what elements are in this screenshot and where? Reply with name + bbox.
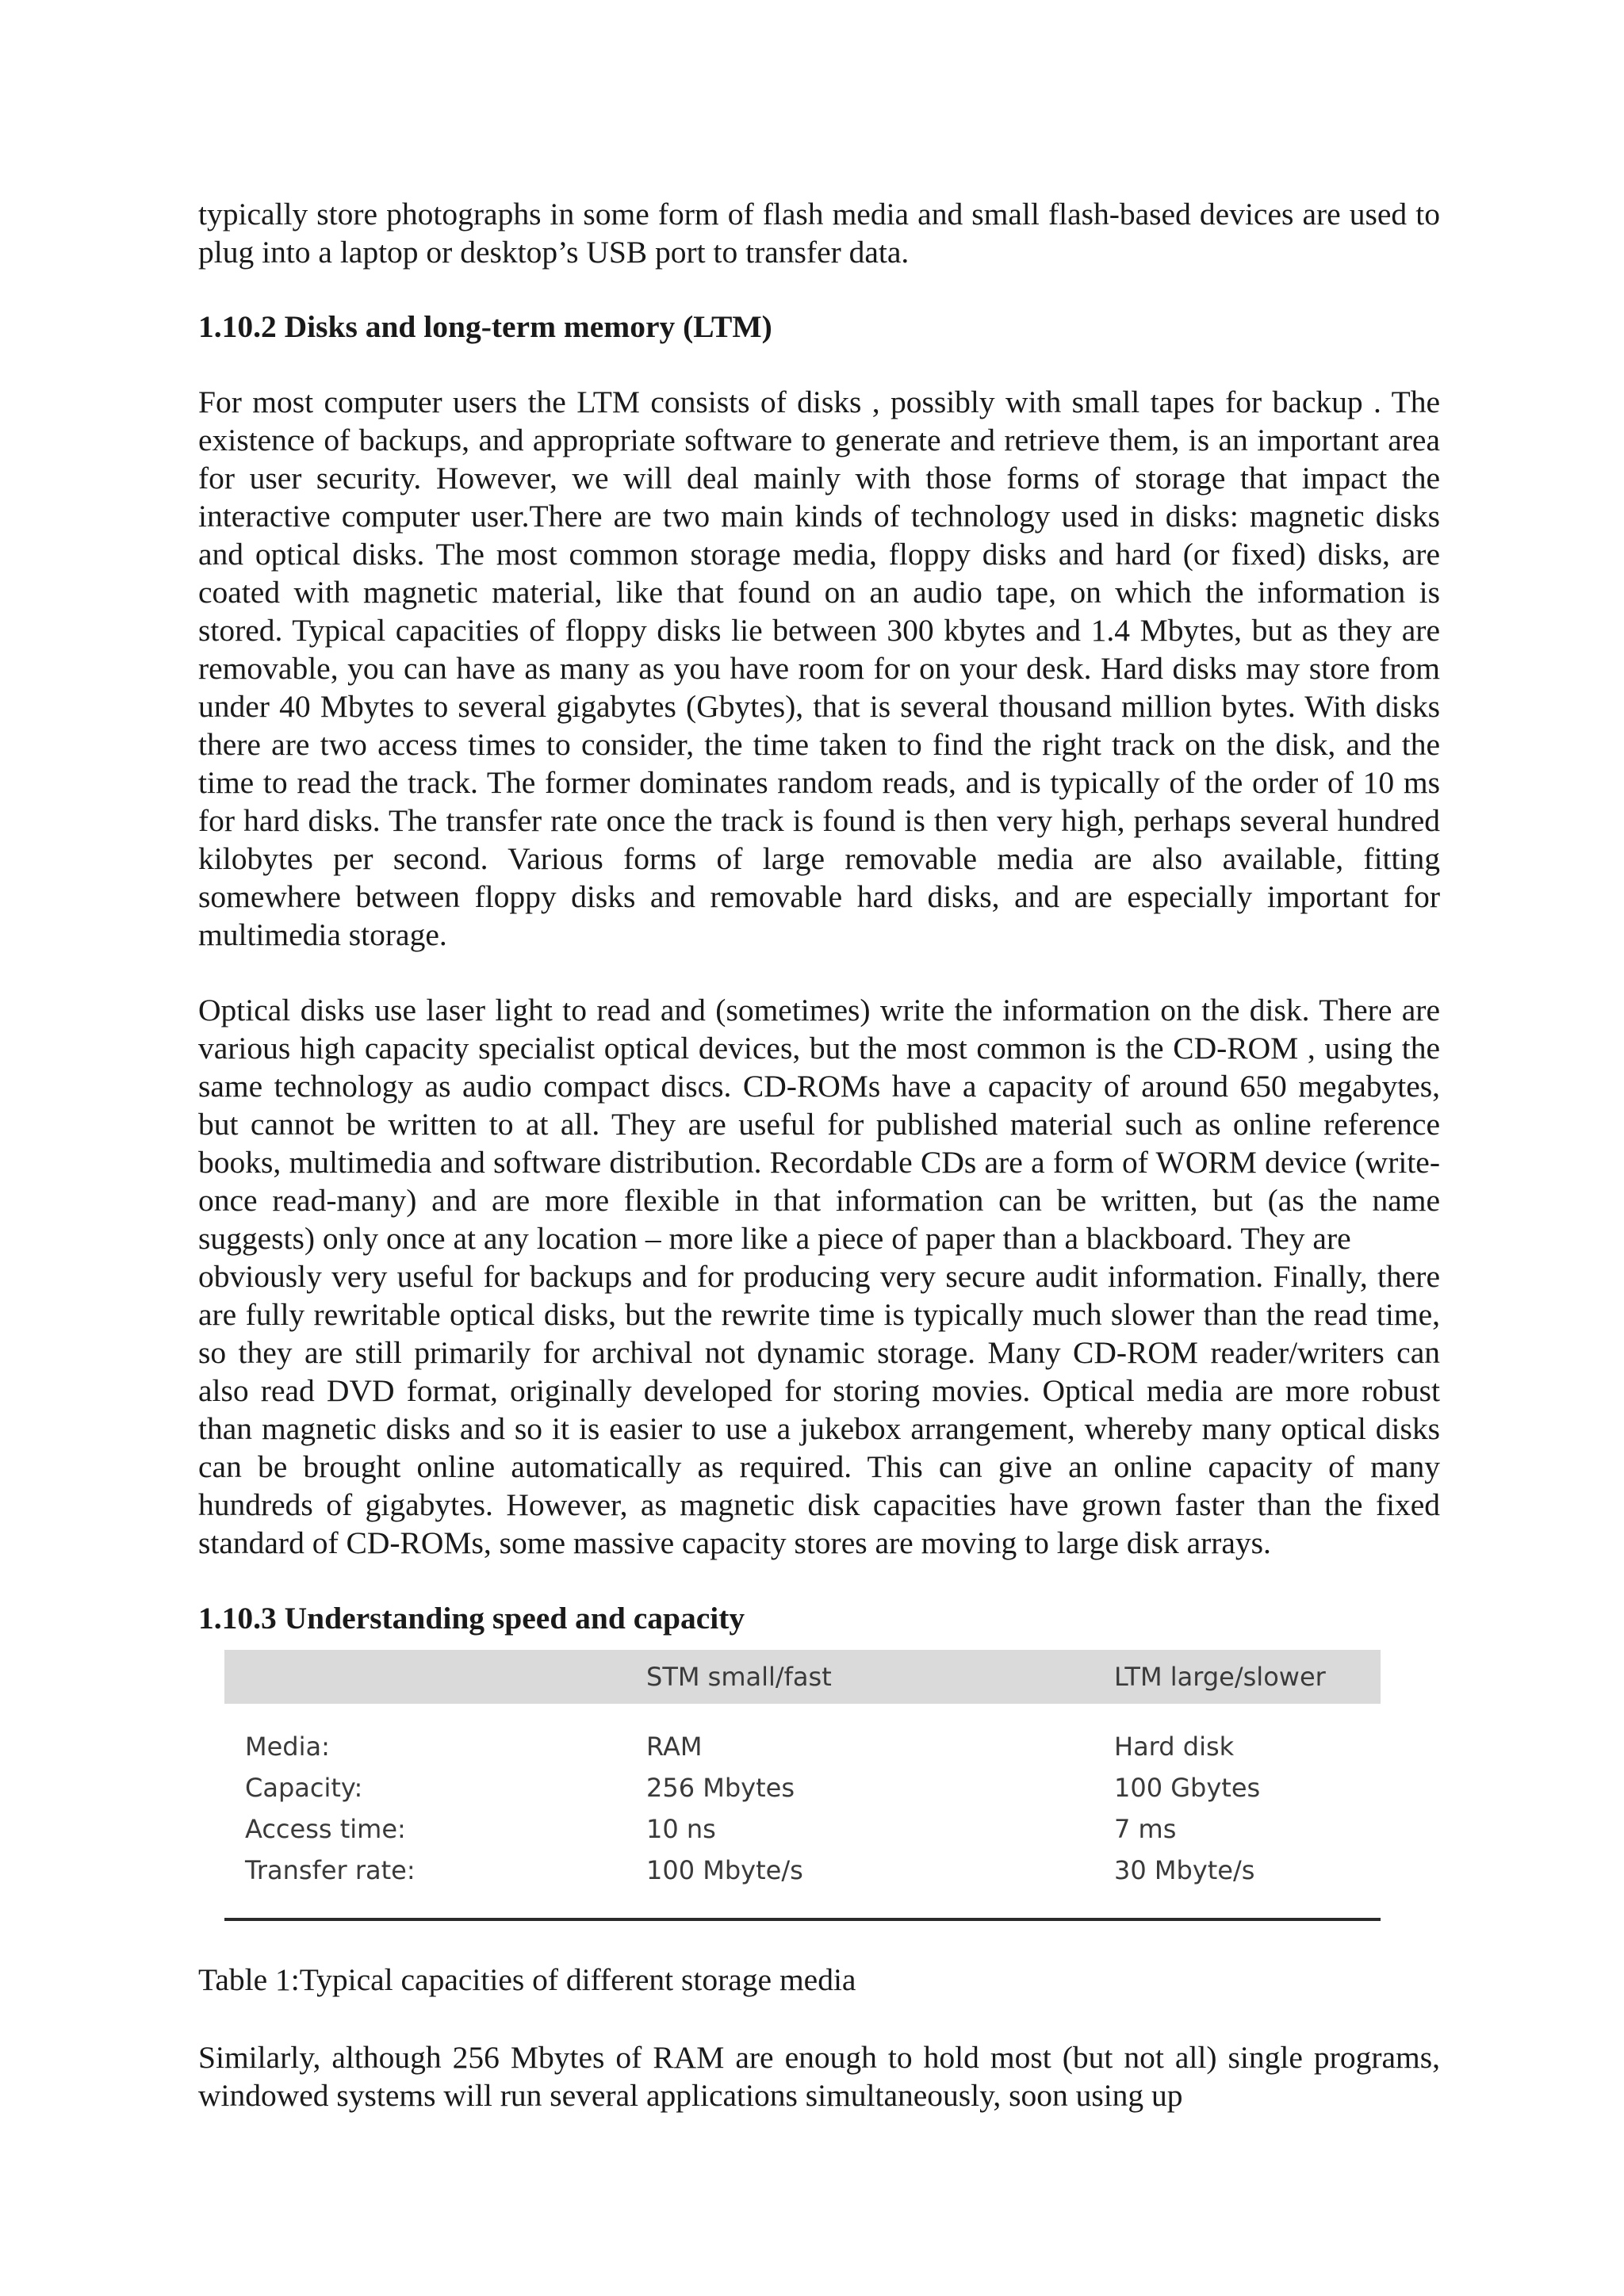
table-cell: 30 Mbyte/s bbox=[1114, 1855, 1255, 1885]
table-header-row bbox=[224, 1650, 1381, 1704]
section-heading-1-10-2: 1.10.2 Disks and long-term memory (LTM) bbox=[198, 309, 772, 344]
table-cell: Media: bbox=[245, 1732, 330, 1762]
storage-capacity-table bbox=[224, 1650, 1381, 1921]
table-cell: Capacity: bbox=[245, 1773, 363, 1803]
table-cell: 10 ns bbox=[646, 1814, 716, 1844]
table-cell: Access time: bbox=[245, 1814, 406, 1844]
table-cell: RAM bbox=[646, 1732, 703, 1762]
table-cell: 100 Gbytes bbox=[1114, 1773, 1261, 1803]
paragraph-intro: typically store photographs in some form of flash media and small flash-based devices are used to plug into a laptop or desktop’s USB port to transfer data. bbox=[198, 197, 1440, 270]
table-caption: Table 1:Typical capacities of different storage media bbox=[198, 1962, 856, 1997]
section-heading-1-10-3: 1.10.3 Understanding speed and capacity bbox=[198, 1601, 745, 1636]
table-cell: 7 ms bbox=[1114, 1814, 1177, 1844]
table-header-cell: LTM large/slower bbox=[1114, 1662, 1326, 1692]
paragraph-ram-windowed-systems: Similarly, although 256 Mbytes of RAM are enough to hold most (but not all) single programs, windowed systems will run several applications simultaneously, soon using up bbox=[198, 2040, 1440, 2113]
paragraph-optical-disks-continued: obviously very useful for backups and for producing very secure audit information. Finally, there are fully rewritable optical disks, but the rewrite time is typically much slower than the read time, so they are still primarily for archival not dynamic storage. Many CD-ROM reader/writers can also read DVD format, originally developed for storing movies. Optical media are more robust than magnetic disks and so it is easier to use a jukebox arrangement, whereby many optical disks can be brought online automatically as required. This can give an online capacity of many hundreds of gigabytes. However, as magnetic disk capacities have grown faster than the fixed standard of CD-ROMs, some massive capacity stores are moving to large disk arrays. bbox=[198, 1259, 1440, 1560]
table-bottom-rule bbox=[224, 1918, 1381, 1921]
table-row bbox=[224, 1808, 1381, 1850]
paragraph-optical-disks: Optical disks use laser light to read and (sometimes) write the information on the disk. There are various high capacity specialist optical devices, but the most common is the CD-ROM , using the same technology as audio compact discs. CD-ROMs have a capacity of around 650 megabytes, but cannot be written to at all. They are useful for published material such as online reference books, multimedia and software distribution. Recordable CDs are a form of WORM device (write-once read-many) and are more flexible in that information can be written, but (as the name suggests) only once at any location – more like a piece of paper than a blackboard. They are bbox=[198, 993, 1440, 1256]
table-cell: Hard disk bbox=[1114, 1732, 1235, 1762]
table-cell: Transfer rate: bbox=[245, 1855, 416, 1885]
table-cell: 256 Mbytes bbox=[646, 1773, 795, 1803]
table-row bbox=[224, 1767, 1381, 1808]
table-cell: 100 Mbyte/s bbox=[646, 1855, 803, 1885]
table-row bbox=[224, 1850, 1381, 1891]
paragraph-ltm-disks: For most computer users the LTM consists of disks , possibly with small tapes for backup . The existence of backups, and appropriate software to generate and retrieve them, is an important area for user security. However, we will deal mainly with those forms of storage that impact the interactive computer user.There are two main kinds of technology used in disks: magnetic disks and optical disks. The most common storage media, floppy disks and hard (or fixed) disks, are coated with magnetic material, like that found on an audio tape, on which the information is stored. Typical capacities of floppy disks lie between 300 kbytes and 1.4 Mbytes, but as they are removable, you can have as many as you have room for on your desk. Hard disks may store from under 40 Mbytes to several gigabytes (Gbytes), that is several thousand million bytes. With disks there are two access times to consider, the time taken to find the right track on the disk, and the time to read the track. The former dominates random reads, and is typically of the order of 10 ms for hard disks. The transfer rate once the track is found is then very high, perhaps several hundred kilobytes per second. Various forms of large removable media are also available, fitting somewhere between floppy disks and removable hard disks, and are especially important for multimedia storage. bbox=[198, 385, 1440, 952]
table-row bbox=[224, 1726, 1381, 1767]
document-page bbox=[198, 195, 1440, 2114]
table-header-cell: STM small/fast bbox=[646, 1662, 832, 1692]
